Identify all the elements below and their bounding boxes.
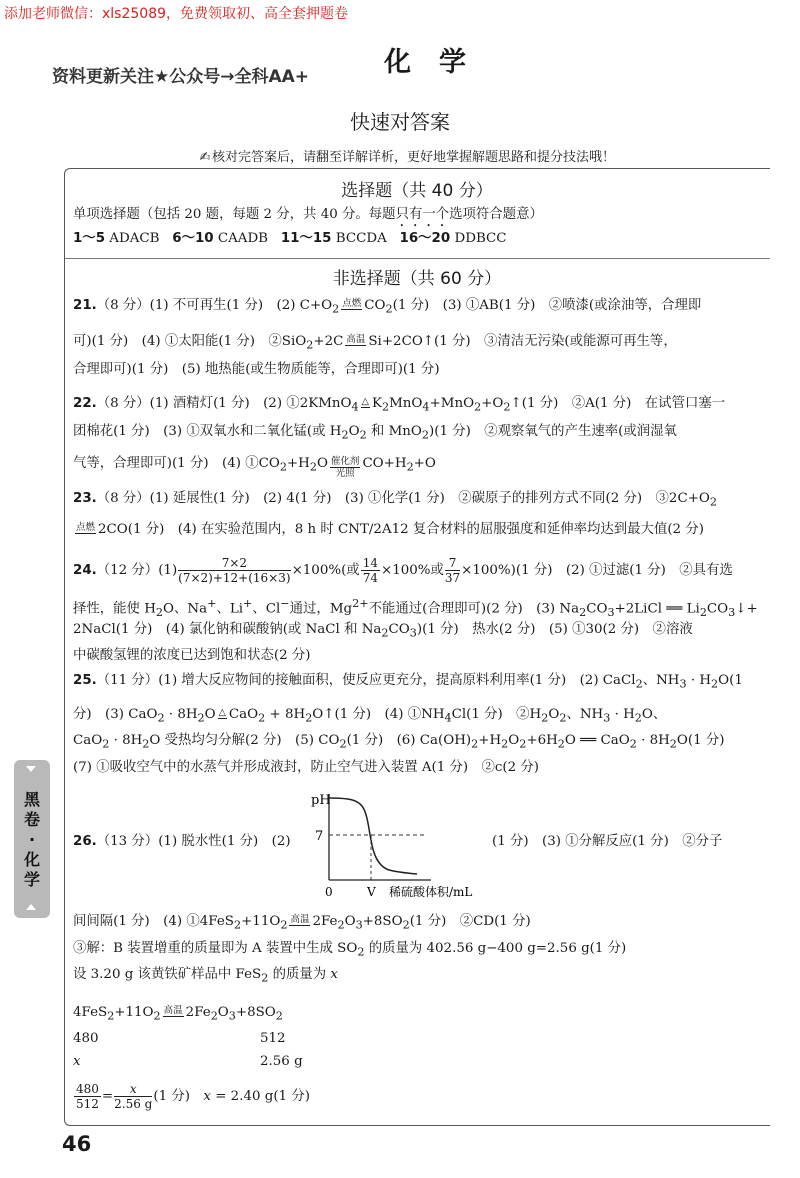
q26-line-1b: (1 分) (3) ①分解反应(1 分) ②分子 [492, 834, 723, 849]
q22-line-3: 气等，合理即可)(1 分) (4) $①CO_2+H_2O$ 催化剂 光照 $CO+H_2+O$ [73, 456, 436, 479]
q26-equation: $4FeS_2+11O_2$ 高温 $2Fe_2O_3+8SO_2$ [73, 1005, 283, 1023]
q26-result: $\frac{480}{512}$ = $\frac{x}{2.56 g}$ (1 分) x = 2.40 g(1 分) [76, 1082, 310, 1111]
side-tab-label: 黑 卷 · 化 学 [23, 790, 40, 889]
hint-text: 核对完答案后，请翻至详解详析，更好地掌握解题思路和提分技法哦！ [212, 150, 616, 165]
q21-line-3: 合理即可)(1 分) (5) 地热能(或生物质能等，合理即可)(1 分) [73, 362, 440, 377]
watermark-text: 添加老师微信：xls25089，免费领取初、高全套押题卷 [4, 6, 349, 22]
nonchoice-heading: 非选择题（共 60 分） [332, 269, 502, 289]
graph-v-label: V [367, 885, 376, 899]
q24-line-1: 24.（12 分）(1) $\frac{7\times 2}{(7\times 2)+12+(16\times 3)}$ ×100%(或 $\frac{14}{74}$ ×100%或 $\frac{7}{37}$ ×100%)(1 分) (2) ①过滤(1 分) ②具有选 [73, 556, 733, 585]
q25-line-2: 分) (3) $CaO_2 \cdot 8H_2O$ △ $CaO_2 + 8H_2O↑(1$ 分) (4) $①NH_4Cl(1$ 分) $②H_2O_2$、$NH_3 \cdot H_2O$、 [73, 707, 667, 725]
side-tab-down-icon [26, 904, 36, 910]
graph-tick-7: 7 [315, 829, 324, 844]
q22-line-1: 22.（8 分）(1) 酒精灯(1 分) (2) ①2KMnO$_4$ △ $K_2MnO_4+MnO_2+O_2↑(1$ 分) ②A(1 分) 在试管口塞一 [73, 396, 726, 414]
graph-ylabel: pH [311, 793, 331, 808]
q26-mass-512: 512 [260, 1031, 286, 1046]
q23-line-1: 23.（8 分）(1) 延展性(1 分) (2) 4(1 分) (3) ①化学(1 分) ②碳原子的排列方式不同(2 分) $③2C+O_2$ [73, 491, 717, 509]
ph-graph [305, 782, 515, 902]
q21-line-2: 可)(1 分) (4) ①太阳能(1 分) ②SiO$_2$+2C 高温 Si+2CO↑(1 分) ③清洁无污染(或能源可再生等， [73, 334, 677, 352]
q26-line-3: ③解：B 装置增重的质量即为 A 装置中生成 $SO_2$ 的质量为 402.56 g−400 g=2.56 g(1 分) [73, 941, 627, 959]
q26-var-256: 2.56 g [260, 1054, 303, 1069]
pencil-hand-icon: ✍ [199, 150, 211, 165]
choice-heading: 选择题（共 40 分） [341, 181, 493, 201]
graph-curve [329, 798, 417, 874]
choice-description: 单项选择题（包括 20 题，每题 2 分，共 40 分。每题只有一个选项符合题意） [73, 207, 543, 222]
side-tab-up-icon [26, 766, 36, 772]
section-divider [65, 258, 770, 259]
q26-line-4: 设 3.20 g 该黄铁矿样品中 FeS$_2$ 的质量为 x [73, 967, 338, 985]
q26-line-2: 间间隔(1 分) (4) $①4FeS_2+11O_2$ 高温 $2Fe_2O_3+8SO_2(1$ 分) ②CD(1 分) [73, 914, 531, 932]
page-number: 46 [62, 1132, 92, 1156]
q25-line-4: (7) ①吸收空气中的水蒸气并形成液封，防止空气进入装置 A(1 分) ②c(2 分) [73, 760, 540, 775]
promo-banner: 资料更新关注★公众号→全科AA+ [52, 67, 310, 87]
choice-answers: 1～5 ADACB 6～10 CAADB 11～15 BCCDA 16～20 DDBCC [73, 231, 507, 246]
q21-line-1: 21.（8 分）(1) 不可再生(1 分) (2) $C+O_2$ 点燃 $CO_2(1$ 分) (3) ①AB(1 分) ②喷漆(或涂油等，合理即 [73, 298, 702, 316]
graph-xlabel: 稀硫酸体积/mL [389, 885, 473, 899]
q26-var-x: x [73, 1054, 81, 1069]
q22-line-2: 团棉花(1 分) (3) ①双氧水和二氧化锰(或 $H_2O_2$ 和 MnO$_2$)(1 分) ②观察氧气的产生速率(或润湿氧 [73, 424, 677, 442]
q24-line-2: 择性，能使 $H_2O$、Na+、Li+、Cl−通过，$Mg^{2+}$不能通过(合理即可)(2 分) (3) $Na_2CO_3+2LiCl$ ══ $Li_2CO_3↓+$ [73, 597, 758, 620]
q24-line-4: 中碳酸氢锂的浓度已达到饱和状态(2 分) [73, 648, 311, 663]
subject-title: 化学 [384, 47, 494, 78]
q25-line-1: 25.（11 分）(1) 增大反应物间的接触面积，使反应更充分，提高原料利用率(1 分) (2) CaCl$_2$、$NH_3 \cdot H_2O(1$ [73, 673, 743, 691]
q26-line-1a: 26.（13 分）(1) 脱水性(1 分) (2) [73, 834, 291, 849]
page-title: 快速对答案 [350, 110, 450, 134]
q23-line-2: 点燃 2CO(1 分) (4) 在实验范围内，8 h 时 CNT/2A12 复合材料的屈服强度和延伸率均达到最大值(2 分) [76, 522, 704, 537]
q24-line-3: 2NaCl(1 分) (4) 氯化钠和碳酸钠(或 NaCl 和 $Na_2CO_3)(1$ 分) 热水(2 分) (5) ①30(2 分) ②溶液 [73, 622, 693, 640]
q26-mass-480: 480 [73, 1031, 99, 1046]
hint-line [198, 146, 615, 165]
q25-line-3: $CaO_2 \cdot 8H_2O$ 受热均匀分解(2 分) (5) $CO_2(1$ 分) (6) $Ca(OH)_2+H_2O_2+6H_2O$ ══ $CaO_2 \cdot 8H_2O(1$ 分) [73, 733, 725, 751]
graph-origin: 0 [325, 885, 333, 899]
